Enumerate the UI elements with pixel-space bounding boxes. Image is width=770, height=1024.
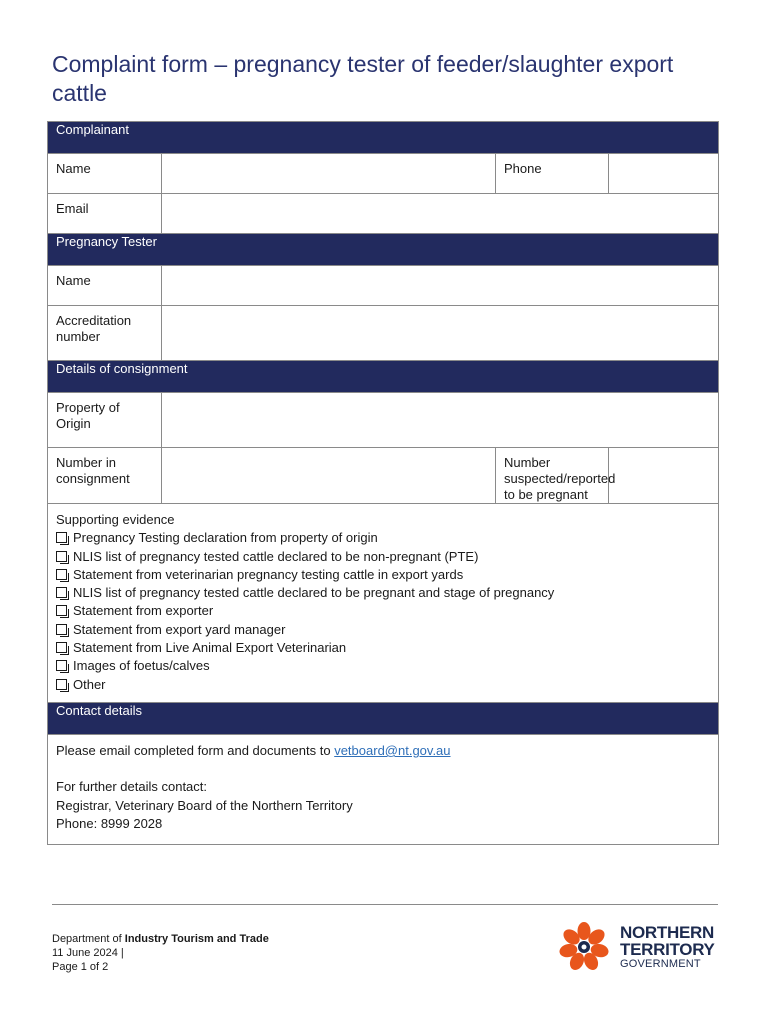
evidence-item xyxy=(56,621,710,639)
checkbox-icon[interactable] xyxy=(56,532,67,543)
evidence-item xyxy=(56,657,710,675)
section-header-consignment: Details of consignment xyxy=(48,361,719,393)
contact-line-1: Please email completed form and documents to xyxy=(56,742,335,758)
footer-page: Page 1 of 2 xyxy=(52,961,109,973)
evidence-item xyxy=(56,566,710,584)
contact-line-4: Phone: 8999 2028 xyxy=(56,816,163,832)
evidence-item-label: Other xyxy=(73,676,106,692)
evidence-item xyxy=(56,676,710,694)
accreditation-input[interactable] xyxy=(162,306,719,361)
evidence-item-label: Statement from Live Animal Export Veterinarian xyxy=(73,640,347,656)
accreditation-label: Accreditation number xyxy=(48,306,162,361)
evidence-item-label: Statement from veterinarian pregnancy testing cattle in export yards xyxy=(73,566,464,582)
evidence-item-label: Images of foetus/calves xyxy=(73,658,210,674)
section-header-complainant: Complainant xyxy=(48,122,719,154)
evidence-item-label: NLIS list of pregnancy tested cattle declared to be non-pregnant (PTE) xyxy=(73,548,479,564)
complaint-form-table xyxy=(47,121,719,845)
email-label: Email xyxy=(48,194,162,234)
page-title: Complaint form – pregnancy tester of feeder/slaughter export cattle xyxy=(52,51,674,106)
checkbox-icon[interactable] xyxy=(56,605,67,616)
evidence-item xyxy=(56,602,710,620)
complainant-name-input[interactable] xyxy=(162,154,496,194)
number-in-consignment-label: Number in consignment xyxy=(48,448,162,504)
number-in-consignment-input[interactable] xyxy=(162,448,496,504)
footer-divider xyxy=(52,904,718,905)
evidence-list xyxy=(56,529,710,694)
complainant-name-label: Name xyxy=(48,154,162,194)
checkbox-icon[interactable] xyxy=(56,551,67,562)
section-header-contact: Contact details xyxy=(48,702,719,734)
checkbox-icon[interactable] xyxy=(56,679,67,690)
logo-line-2: TERRITORY xyxy=(620,940,715,959)
section-header-tester: Pregnancy Tester xyxy=(48,234,719,266)
property-input[interactable] xyxy=(162,393,719,448)
contact-details-section xyxy=(48,734,719,844)
footer-dept-prefix: Department of xyxy=(52,933,125,945)
property-label: Property of Origin xyxy=(48,393,162,448)
checkbox-icon[interactable] xyxy=(56,624,67,635)
tester-name-input[interactable] xyxy=(162,266,719,306)
email-link[interactable]: vetboard@nt.gov.au xyxy=(334,742,451,758)
evidence-heading: Supporting evidence xyxy=(56,512,175,527)
email-input[interactable] xyxy=(162,194,719,234)
footer xyxy=(52,932,269,974)
evidence-item-label: Statement from exporter xyxy=(73,603,214,619)
contact-line-2: For further details contact: xyxy=(56,779,208,795)
evidence-item-label: Pregnancy Testing declaration from property of origin xyxy=(73,530,378,546)
footer-dept-name: Industry Tourism and Trade xyxy=(124,933,269,945)
evidence-item-label: Statement from export yard manager xyxy=(73,621,286,637)
evidence-item-label: NLIS list of pregnancy tested cattle declared to be pregnant and stage of pregnancy xyxy=(73,585,555,601)
evidence-item xyxy=(56,584,710,602)
footer-date: 11 June 2024 | xyxy=(52,947,124,959)
logo-text xyxy=(620,924,715,970)
checkbox-icon[interactable] xyxy=(56,660,67,671)
logo-line-3: GOVERNMENT xyxy=(620,958,701,970)
evidence-item xyxy=(56,548,710,566)
checkbox-icon[interactable] xyxy=(56,587,67,598)
tester-name-label: Name xyxy=(48,266,162,306)
phone-label: Phone xyxy=(496,154,609,194)
evidence-item xyxy=(56,639,710,657)
checkbox-icon[interactable] xyxy=(56,569,67,580)
contact-line-3: Registrar, Veterinary Board of the Northern Territory xyxy=(56,797,353,813)
evidence-item xyxy=(56,529,710,547)
number-suspected-input[interactable] xyxy=(609,448,719,504)
supporting-evidence-section xyxy=(48,504,719,703)
logo-line-1: NORTHERN xyxy=(620,923,714,942)
number-suspected-label: Number suspected/reported to be pregnant xyxy=(496,448,609,504)
phone-input[interactable] xyxy=(609,154,719,194)
checkbox-icon[interactable] xyxy=(56,642,67,653)
